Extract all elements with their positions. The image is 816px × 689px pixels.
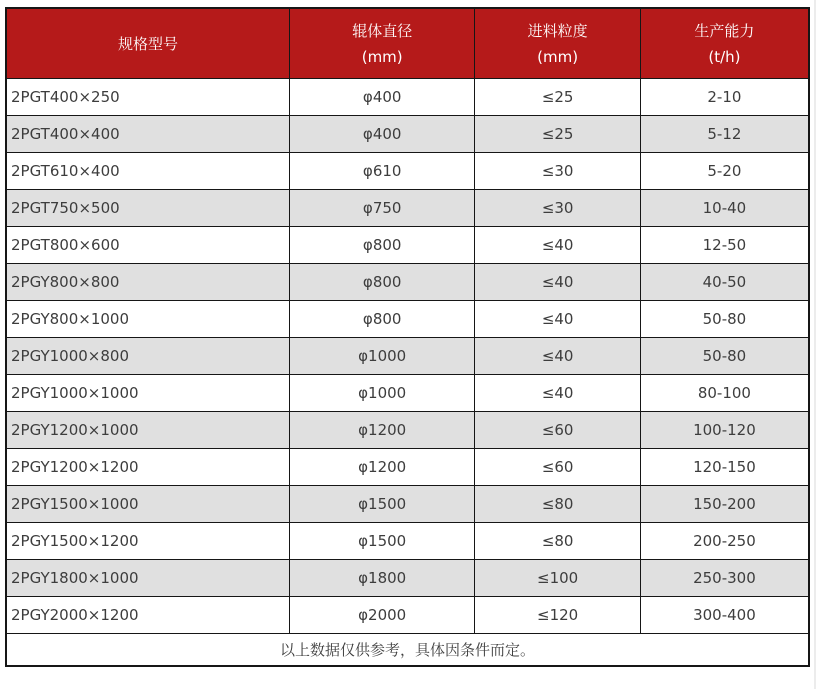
column-header-roller-diameter-title: 辊体直径 [352, 21, 413, 40]
cell-capacity: 120-150 [640, 449, 809, 486]
cell-diameter: φ400 [289, 116, 474, 153]
cell-diameter: φ800 [289, 301, 474, 338]
cell-capacity: 40-50 [640, 264, 809, 301]
cell-model: 2PGY1200×1200 [6, 449, 289, 486]
spec-table [5, 7, 810, 667]
cell-diameter: φ2000 [289, 597, 474, 634]
cell-feed-size: ≤40 [475, 338, 640, 375]
cell-diameter: φ610 [289, 153, 474, 190]
cell-model: 2PGT400×400 [6, 116, 289, 153]
cell-feed-size: ≤40 [475, 264, 640, 301]
table-row [6, 375, 809, 412]
column-header-capacity-unit: (t/h) [708, 47, 741, 66]
cell-diameter: φ400 [289, 79, 474, 116]
cell-capacity: 80-100 [640, 375, 809, 412]
cell-model: 2PGT610×400 [6, 153, 289, 190]
cell-diameter: φ800 [289, 227, 474, 264]
cell-feed-size: ≤120 [475, 597, 640, 634]
cell-model: 2PGY1500×1200 [6, 523, 289, 560]
table-row [6, 153, 809, 190]
column-header-feed-size [475, 8, 640, 79]
table-row [6, 597, 809, 634]
cell-feed-size: ≤80 [475, 486, 640, 523]
cell-feed-size: ≤40 [475, 227, 640, 264]
cell-feed-size: ≤25 [475, 116, 640, 153]
cell-model: 2PGY1500×1000 [6, 486, 289, 523]
table-row [6, 301, 809, 338]
cell-model: 2PGY800×1000 [6, 301, 289, 338]
cell-diameter: φ1800 [289, 560, 474, 597]
cell-model: 2PGT400×250 [6, 79, 289, 116]
column-header-model [6, 8, 289, 79]
cell-capacity: 300-400 [640, 597, 809, 634]
cell-capacity: 100-120 [640, 412, 809, 449]
column-header-capacity [640, 8, 809, 79]
cell-feed-size: ≤80 [475, 523, 640, 560]
cell-capacity: 50-80 [640, 301, 809, 338]
cell-diameter: φ800 [289, 264, 474, 301]
header-row [6, 8, 809, 79]
cell-diameter: φ750 [289, 190, 474, 227]
cell-capacity: 150-200 [640, 486, 809, 523]
cell-capacity: 12-50 [640, 227, 809, 264]
cell-feed-size: ≤30 [475, 190, 640, 227]
cell-model: 2PGY2000×1200 [6, 597, 289, 634]
cell-diameter: φ1500 [289, 486, 474, 523]
cell-model: 2PGY1800×1000 [6, 560, 289, 597]
cell-diameter: φ1200 [289, 449, 474, 486]
cell-diameter: φ1500 [289, 523, 474, 560]
table-row [6, 227, 809, 264]
cell-model: 2PGY1000×800 [6, 338, 289, 375]
cell-feed-size: ≤40 [475, 375, 640, 412]
table-row [6, 79, 809, 116]
cell-feed-size: ≤25 [475, 79, 640, 116]
cell-feed-size: ≤60 [475, 449, 640, 486]
cell-capacity: 200-250 [640, 523, 809, 560]
footnote-text: 以上数据仅供参考，具体因条件而定。 [6, 634, 809, 667]
cell-capacity: 50-80 [640, 338, 809, 375]
footer-row [6, 634, 809, 667]
column-header-roller-diameter-unit: (mm) [361, 47, 403, 66]
table-row [6, 449, 809, 486]
cell-model: 2PGT750×500 [6, 190, 289, 227]
table-body [6, 79, 809, 634]
table-row [6, 412, 809, 449]
table-footer [6, 634, 809, 667]
cell-capacity: 250-300 [640, 560, 809, 597]
column-header-feed-size-title: 进料粒度 [527, 21, 588, 40]
cell-model: 2PGT800×600 [6, 227, 289, 264]
table-row [6, 190, 809, 227]
cell-capacity: 2-10 [640, 79, 809, 116]
cell-capacity: 5-20 [640, 153, 809, 190]
table-row [6, 560, 809, 597]
table-row [6, 523, 809, 560]
cell-diameter: φ1000 [289, 338, 474, 375]
column-header-feed-size-unit: (mm) [537, 47, 579, 66]
cell-model: 2PGY800×800 [6, 264, 289, 301]
cell-diameter: φ1200 [289, 412, 474, 449]
table-row [6, 264, 809, 301]
cell-feed-size: ≤40 [475, 301, 640, 338]
cell-capacity: 5-12 [640, 116, 809, 153]
cell-feed-size: ≤100 [475, 560, 640, 597]
column-header-model-title: 规格型号 [117, 34, 178, 53]
column-header-roller-diameter [289, 8, 474, 79]
cell-capacity: 10-40 [640, 190, 809, 227]
cell-feed-size: ≤60 [475, 412, 640, 449]
table-row [6, 116, 809, 153]
table-row [6, 486, 809, 523]
cell-model: 2PGY1000×1000 [6, 375, 289, 412]
cell-diameter: φ1000 [289, 375, 474, 412]
table-header [6, 8, 809, 79]
cell-feed-size: ≤30 [475, 153, 640, 190]
column-header-capacity-title: 生产能力 [694, 21, 755, 40]
cell-model: 2PGY1200×1000 [6, 412, 289, 449]
table-row [6, 338, 809, 375]
